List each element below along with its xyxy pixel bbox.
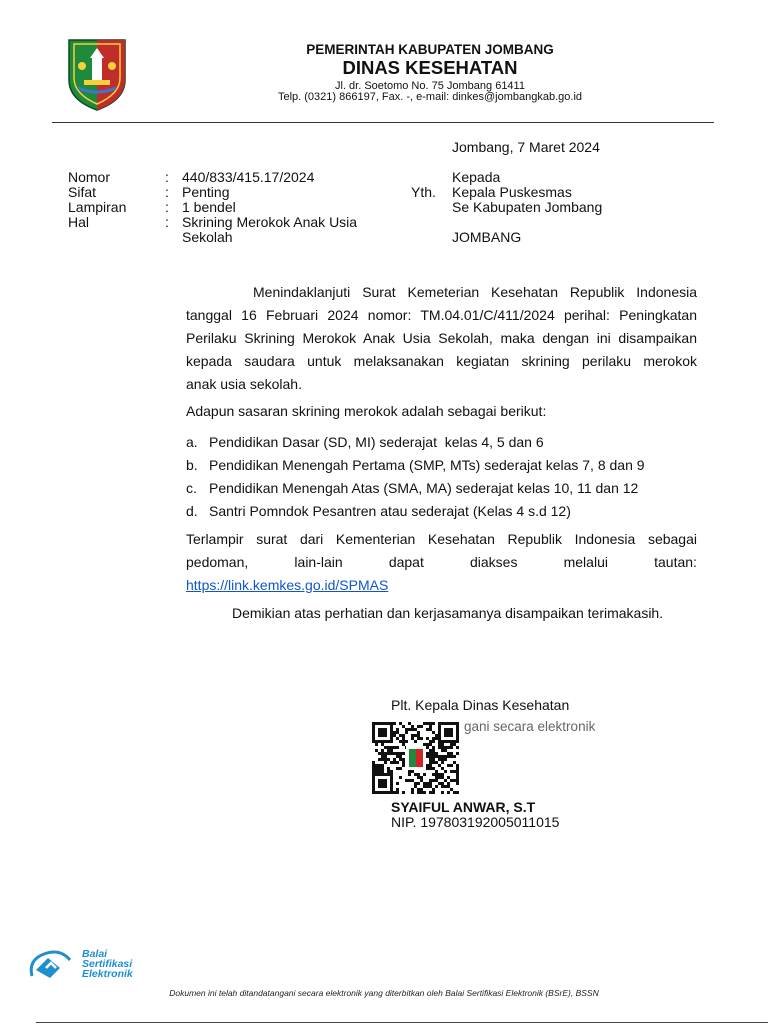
signatory-name: SYAIFUL ANWAR, S.T	[391, 799, 536, 815]
p3-line-2	[186, 551, 697, 574]
body-paragraph-2: Adapun sasaran skrining merokok adalah sebagai berikut:	[186, 403, 547, 419]
nomor-colon: :	[165, 169, 169, 185]
p1-line: Menindaklanjuti Surat Kemeterian Kesehatan Republik Indonesia	[253, 284, 697, 300]
sifat-label: Sifat	[68, 184, 97, 200]
body-paragraph-1	[186, 281, 697, 396]
recipient-line1: Kepala Puskesmas	[452, 184, 572, 200]
p3-word: lain-lain	[294, 554, 343, 570]
p3-word: melalui	[563, 554, 608, 570]
list-marker: a.	[186, 434, 198, 450]
p3-word: diakses	[470, 554, 518, 570]
sifat-value: Penting	[182, 184, 230, 200]
recipient-kepada: Kepada	[452, 169, 501, 185]
list-item: Pendidikan Menengah Pertama (SMP, MTs) sederajat kelas 7, 8 dan 9	[209, 457, 645, 473]
list-marker: d.	[186, 503, 198, 519]
signatory-nip: NIP. 197803192005011015	[391, 814, 560, 830]
lampiran-value: 1 bendel	[182, 199, 236, 215]
bsre-logo-icon	[26, 946, 76, 986]
government-name: PEMERINTAH KABUPATEN JOMBANG	[306, 42, 554, 57]
nomor-label: Nomor	[68, 169, 111, 185]
list-item: Santri Pomndok Pesantren atau sederajat (Kelas 4 s.d 12)	[209, 503, 571, 519]
hal-colon: :	[165, 214, 169, 230]
agency-contact: Telp. (0321) 866197, Fax. -, e-mail: dinkes@jombangkab.go.id	[277, 91, 583, 103]
signed-note: gani secara elektronik	[464, 719, 596, 734]
lampiran-label: Lampiran	[68, 199, 127, 215]
footer-note: Dokumen ini telah ditandatangani secara elektronik yang diterbitkan oleh Balai Sertifikasi Elektronik (BSrE), BSSN	[169, 988, 599, 998]
bsre-logo-text	[82, 949, 133, 979]
spmas-link[interactable]: https://link.kemkes.go.id/SPMAS	[186, 577, 389, 593]
p1-line: anak usia sekolah.	[186, 376, 302, 392]
qr-code-icon	[372, 722, 460, 796]
p3-line: Terlampir surat dari Kementerian Kesehatan Republik Indonesia sebagai	[186, 531, 697, 547]
sifat-colon: :	[165, 184, 169, 200]
signatory-title: Plt. Kepala Dinas Kesehatan	[391, 697, 570, 713]
p3-word: dapat	[388, 554, 424, 570]
footer-divider	[36, 1022, 768, 1023]
lampiran-colon: :	[165, 199, 169, 215]
bsre-logo-line: Elektronik	[82, 968, 133, 980]
p1-line: tanggal 16 Februari 2024 nomor: TM.04.01/C/411/2024 perihal: Peningkatan	[186, 307, 697, 323]
list-item: Pendidikan Dasar (SD, MI) sederajat kelas 4, 5 dan 6	[209, 434, 544, 450]
p3-word: tautan:	[654, 554, 697, 570]
agency-address: Jl. dr. Soetomo No. 75 Jombang 61411	[335, 80, 525, 92]
recipient-city: JOMBANG	[452, 229, 522, 245]
hal-value-line2: Sekolah	[182, 229, 233, 245]
p1-line: kepada saudara untuk melaksanakan kegiatan skrining perilaku merokok	[186, 353, 697, 369]
list-marker: c.	[186, 480, 197, 496]
body-paragraph-3	[186, 528, 697, 597]
hal-value-line1: Skrining Merokok Anak Usia	[182, 214, 358, 230]
list-item: Pendidikan Menengah Atas (SMA, MA) sederajat kelas 10, 11 dan 12	[209, 480, 639, 496]
closing-sentence: Demikian atas perhatian dan kerjasamanya disampaikan terimakasih.	[232, 605, 664, 621]
jombang-emblem-icon	[66, 36, 128, 112]
nomor-value: 440/833/415.17/2024	[182, 169, 315, 185]
bsre-logo-line: Balai	[82, 948, 108, 960]
recipient-yth: Yth.	[411, 184, 436, 200]
hal-label: Hal	[68, 214, 90, 230]
recipient-line2: Se Kabupaten Jombang	[452, 199, 603, 215]
p1-line: Perilaku Skrining Merokok Anak Usia Sekolah, maka dengan ini disampaikan	[186, 330, 697, 346]
letterhead-divider	[52, 122, 714, 123]
letter-date: Jombang, 7 Maret 2024	[452, 139, 600, 155]
agency-name: DINAS KESEHATAN	[342, 57, 518, 78]
list-marker: b.	[186, 457, 198, 473]
p3-word: pedoman,	[186, 554, 249, 570]
bsre-logo-line: Sertifikasi	[82, 958, 133, 970]
